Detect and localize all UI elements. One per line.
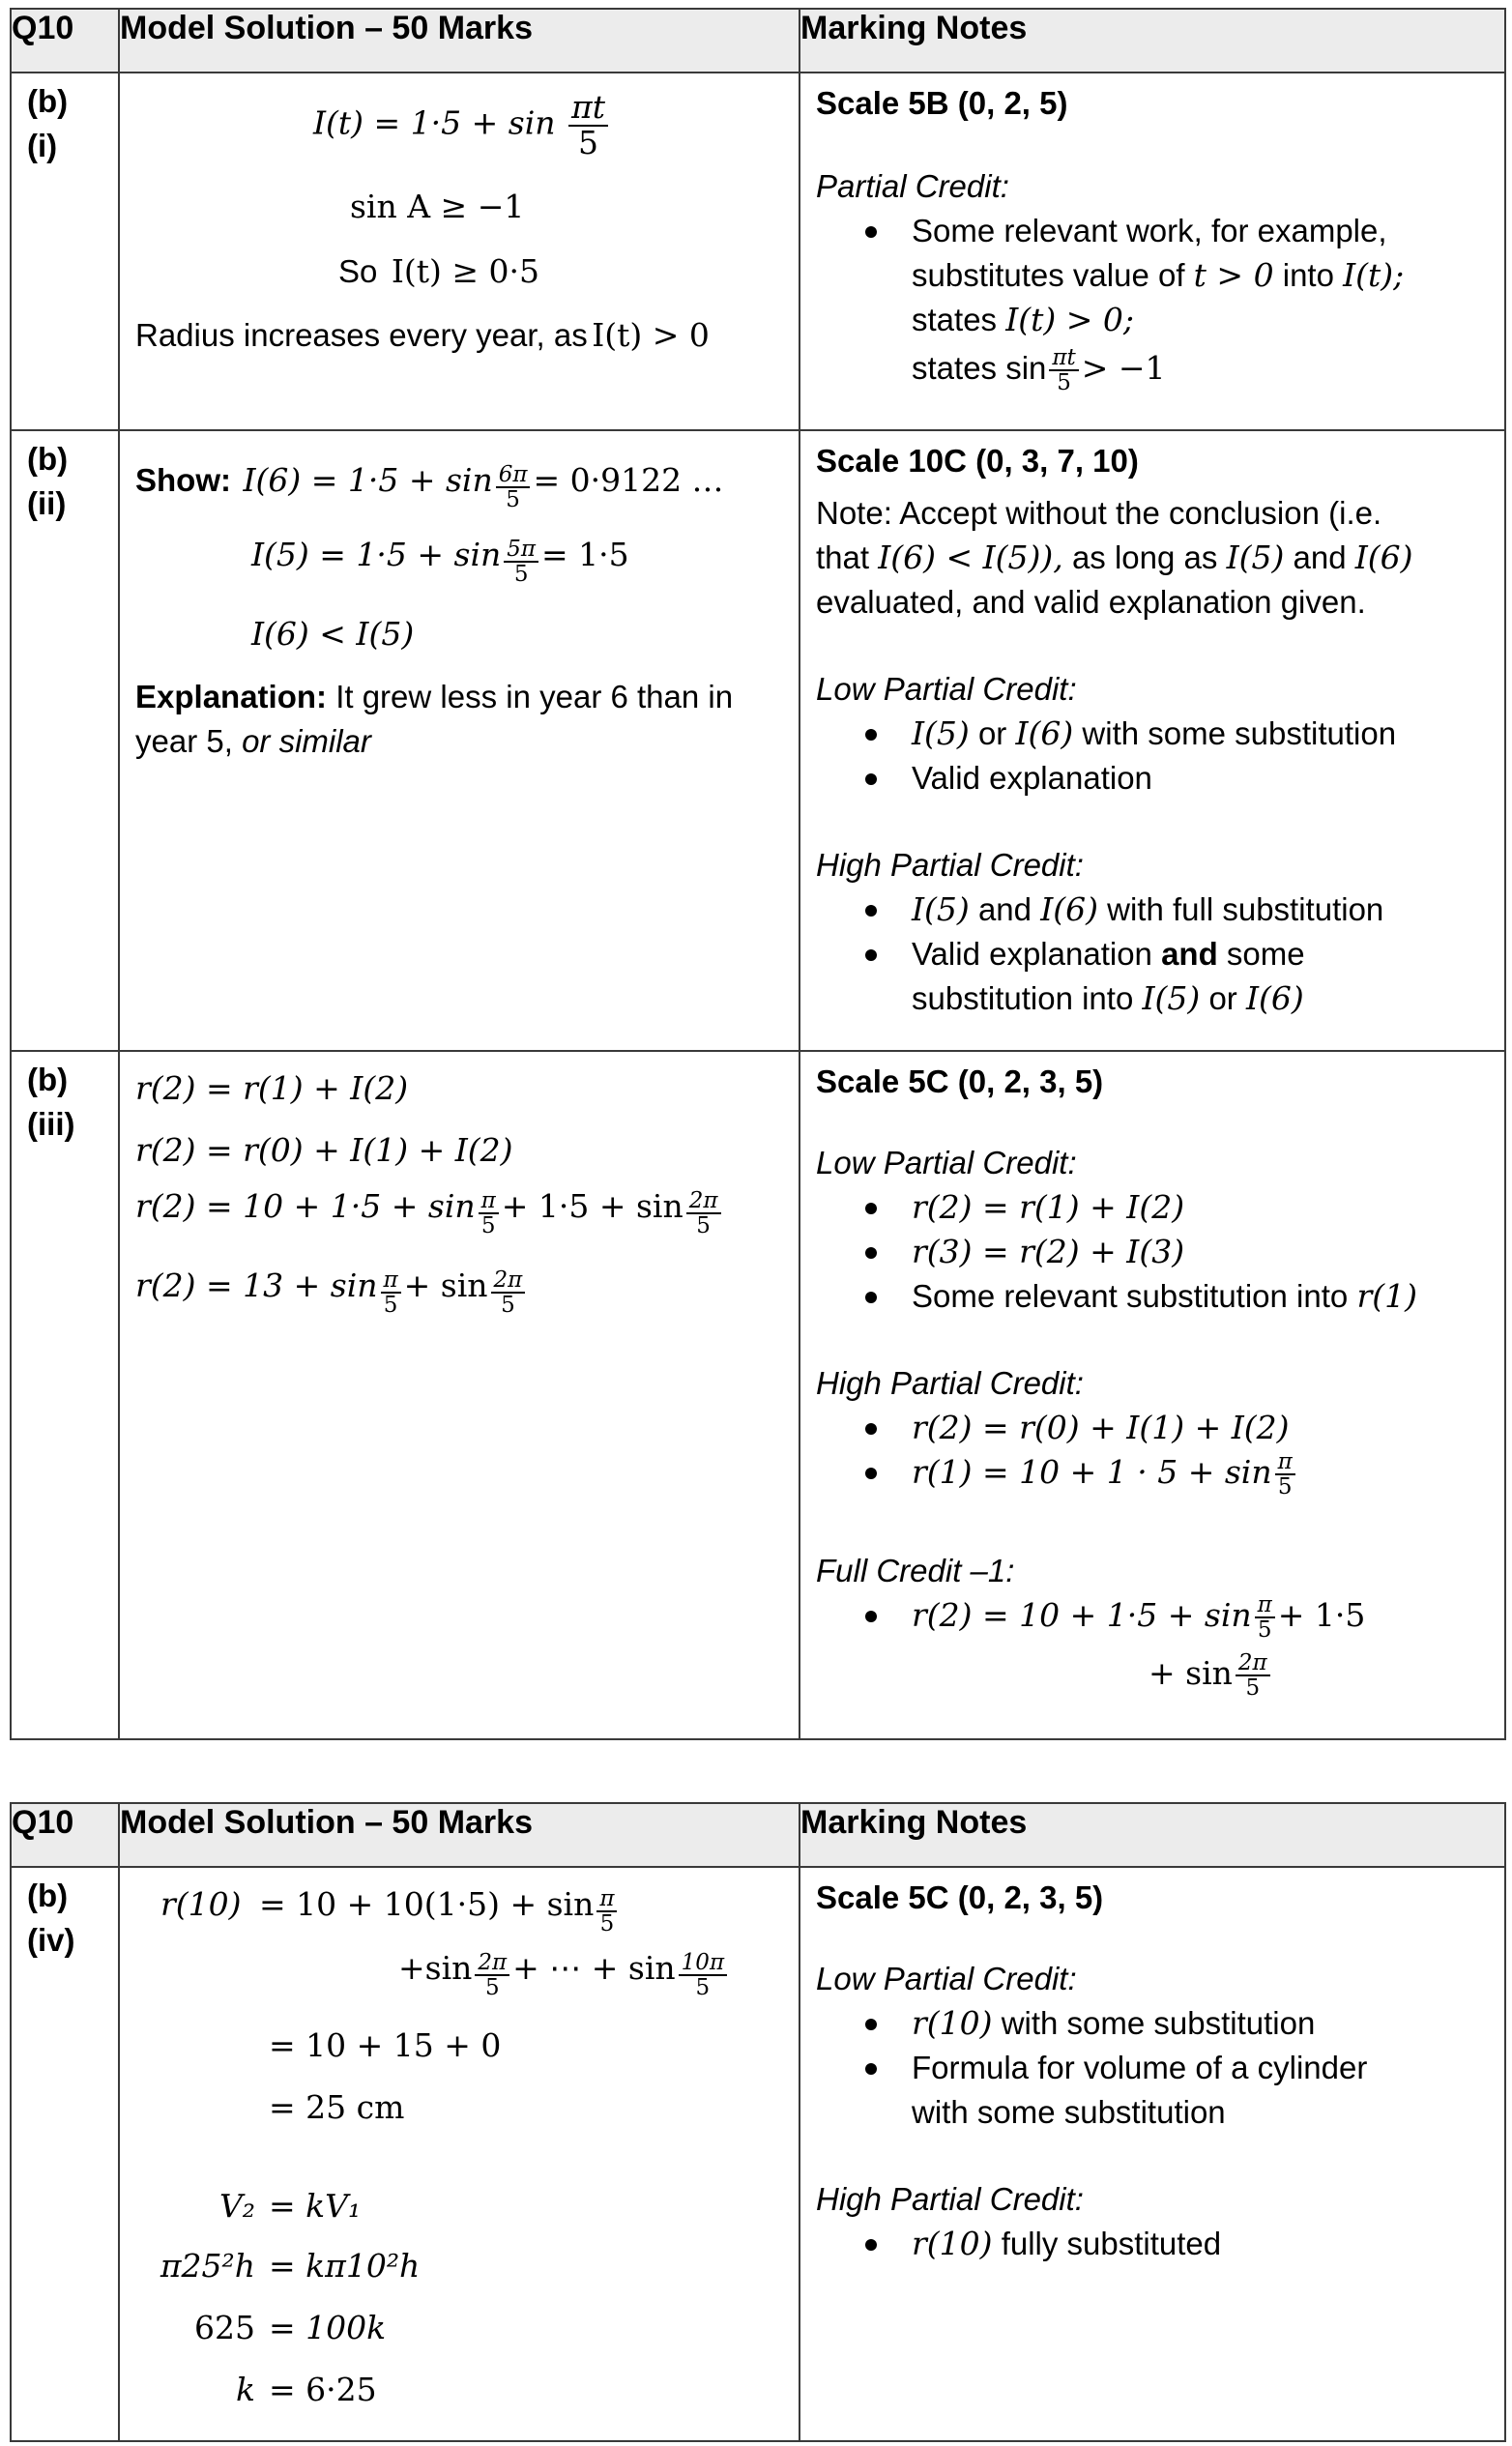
solution-cell <box>119 430 800 1051</box>
scale-label: Scale 5C (0, 2, 3, 5) <box>816 1879 1104 1915</box>
equation-2: I(5) = 1·5 + sin $\frac{5\pi}{5}$ = 1·5 <box>251 536 629 587</box>
full-credit-list <box>800 1593 1497 1642</box>
header-question: Q10 <box>11 1803 119 1867</box>
part-label: (b) (i) <box>11 73 119 430</box>
marking-table-2 <box>10 1802 1506 2442</box>
table-row-b-ii <box>11 430 1505 1051</box>
high-credit-list <box>800 888 1497 1021</box>
partial-credit-label: Partial Credit: <box>816 168 1009 204</box>
list-item: r(1) = 10 + 1 · 5 + sin $\frac{\pi}{5}$ <box>800 1450 1497 1499</box>
high-partial-credit-label: High Partial Credit: <box>816 2181 1084 2217</box>
equation-2: = 10 + 15 + 0 <box>269 2026 502 2064</box>
list-item: I(5) and I(6) with full substitution <box>800 888 1497 932</box>
conclusion-line: Radius increases every year, as I(t) > 0 <box>135 316 710 354</box>
volume-eq-1-rhs: = kV₁ <box>269 2187 362 2225</box>
volume-eq-2-rhs: = kπ10²h <box>269 2247 421 2285</box>
table-header <box>11 9 1505 73</box>
list-item: r(2) = r(1) + I(2) <box>800 1185 1497 1230</box>
equation-3: r(2) = 10 + 1·5 + sin $\frac{\pi}{5}$ + 1·5 + sin $\frac{2\pi}{5}$ <box>135 1187 724 1238</box>
header-notes: Marking Notes <box>800 9 1505 73</box>
equation-3: So I(t) ≥ 0·5 <box>338 252 539 290</box>
explanation: Explanation: It grew less in year 6 than in year 5, or similar <box>135 679 734 759</box>
notes-cell <box>800 1867 1505 2441</box>
table-row-b-iii <box>11 1051 1505 1739</box>
equation-1: Show: I(6) = 1·5 + sin $\frac{6\pi}{5}$ = 0·9122 … <box>135 461 724 512</box>
fraction: $\frac{\pi t}{5}$ <box>568 91 608 160</box>
marking-table-1 <box>10 8 1506 1740</box>
low-credit-list <box>800 712 1497 801</box>
list-item: Valid explanation and some substitution into I(5) or I(6) <box>800 932 1497 1021</box>
list-item: r(10) with some substitution <box>800 2001 1497 2046</box>
list-item: r(2) = 10 + 1·5 + sin $\frac{\pi}{5}$ + 1·5 <box>800 1593 1497 1642</box>
equation-1: r(10) = 10 + 10(1·5) + sin $\frac{\pi}{5}$ <box>160 1885 620 1936</box>
header-question: Q10 <box>11 9 119 73</box>
solution-cell <box>119 73 800 430</box>
equation-3: = 25 cm <box>269 2088 405 2126</box>
header-notes: Marking Notes <box>800 1803 1505 1867</box>
high-credit-list <box>800 1406 1497 1499</box>
table-row-b-iv <box>11 1867 1505 2441</box>
low-partial-credit-label: Low Partial Credit: <box>816 671 1077 707</box>
list-item: I(5) or I(6) with some substitution <box>800 712 1497 756</box>
low-credit-list <box>800 2001 1497 2135</box>
list-item: Formula for volume of a cylinder with some substitution <box>800 2046 1497 2135</box>
list-item: Some relevant substitution into r(1) <box>800 1274 1497 1319</box>
high-partial-credit-label: High Partial Credit: <box>816 847 1084 883</box>
scale-label: Scale 10C (0, 3, 7, 10) <box>816 443 1139 479</box>
volume-eq-3-rhs: = 100k <box>269 2309 387 2346</box>
scale-label: Scale 5B (0, 2, 5) <box>816 85 1068 121</box>
header-solution: Model Solution – 50 Marks <box>119 1803 800 1867</box>
low-partial-credit-label: Low Partial Credit: <box>816 1145 1077 1180</box>
note-text: Note: Accept without the conclusion (i.e. that I(6) < I(5)), as long as I(5) and I(6) evaluated, and valid explanation given. <box>816 495 1413 620</box>
volume-eq-3-lhs: 625 <box>194 2309 255 2346</box>
list-item: r(10) fully substituted <box>800 2222 1497 2266</box>
equation-1: r(2) = r(1) + I(2) <box>135 1069 409 1107</box>
table-row-b-i <box>11 73 1505 430</box>
notes-cell <box>800 430 1505 1051</box>
list-item: r(3) = r(2) + I(3) <box>800 1230 1497 1274</box>
list-item: Some relevant work, for example, substitutes value of t > 0 into I(t); states I(t) > 0; states sin $\frac{\pi t}{5}$ > −1 <box>800 209 1497 394</box>
part-label: (b) (ii) <box>11 430 119 1051</box>
high-credit-list <box>800 2222 1497 2266</box>
table-header <box>11 1803 1505 1867</box>
volume-eq-1-lhs: V₂ <box>218 2187 255 2225</box>
part-label: (b) (iv) <box>11 1867 119 2441</box>
solution-cell <box>119 1867 800 2441</box>
scale-label: Scale 5C (0, 2, 3, 5) <box>816 1063 1104 1099</box>
list-item: r(2) = r(0) + I(1) + I(2) <box>800 1406 1497 1450</box>
list-item: Valid explanation <box>800 756 1497 801</box>
notes-cell <box>800 1051 1505 1739</box>
equation-1-continued: +sin $\frac{2\pi}{5}$ + ⋯ + sin $\frac{10\pi}{5}$ <box>398 1949 730 1999</box>
full-credit-label: Full Credit –1: <box>816 1553 1015 1588</box>
volume-eq-2-lhs: π25²h <box>160 2247 255 2285</box>
equation-3: I(6) < I(5) <box>251 615 415 653</box>
volume-eq-4-rhs: = 6·25 <box>269 2371 377 2408</box>
volume-eq-4-lhs: k <box>236 2371 255 2408</box>
bullet-list <box>800 209 1497 394</box>
equation-4: r(2) = 13 + sin $\frac{\pi}{5}$ + sin $\frac{2\pi}{5}$ <box>135 1267 528 1317</box>
solution-cell <box>119 1051 800 1739</box>
high-partial-credit-label: High Partial Credit: <box>816 1365 1084 1401</box>
header-solution: Model Solution – 50 Marks <box>119 9 800 73</box>
equation-1: I(t) = 1·5 + sin $\frac{\pi t}{5}$ <box>313 91 611 160</box>
equation-2: r(2) = r(0) + I(1) + I(2) <box>135 1131 513 1169</box>
equation-2: sin A ≥ −1 <box>350 188 525 225</box>
notes-cell <box>800 73 1505 430</box>
full-credit-continuation: + sin $\frac{2\pi}{5}$ <box>1149 1651 1273 1700</box>
low-partial-credit-label: Low Partial Credit: <box>816 1961 1077 1996</box>
part-label: (b) (iii) <box>11 1051 119 1739</box>
low-credit-list <box>800 1185 1497 1319</box>
